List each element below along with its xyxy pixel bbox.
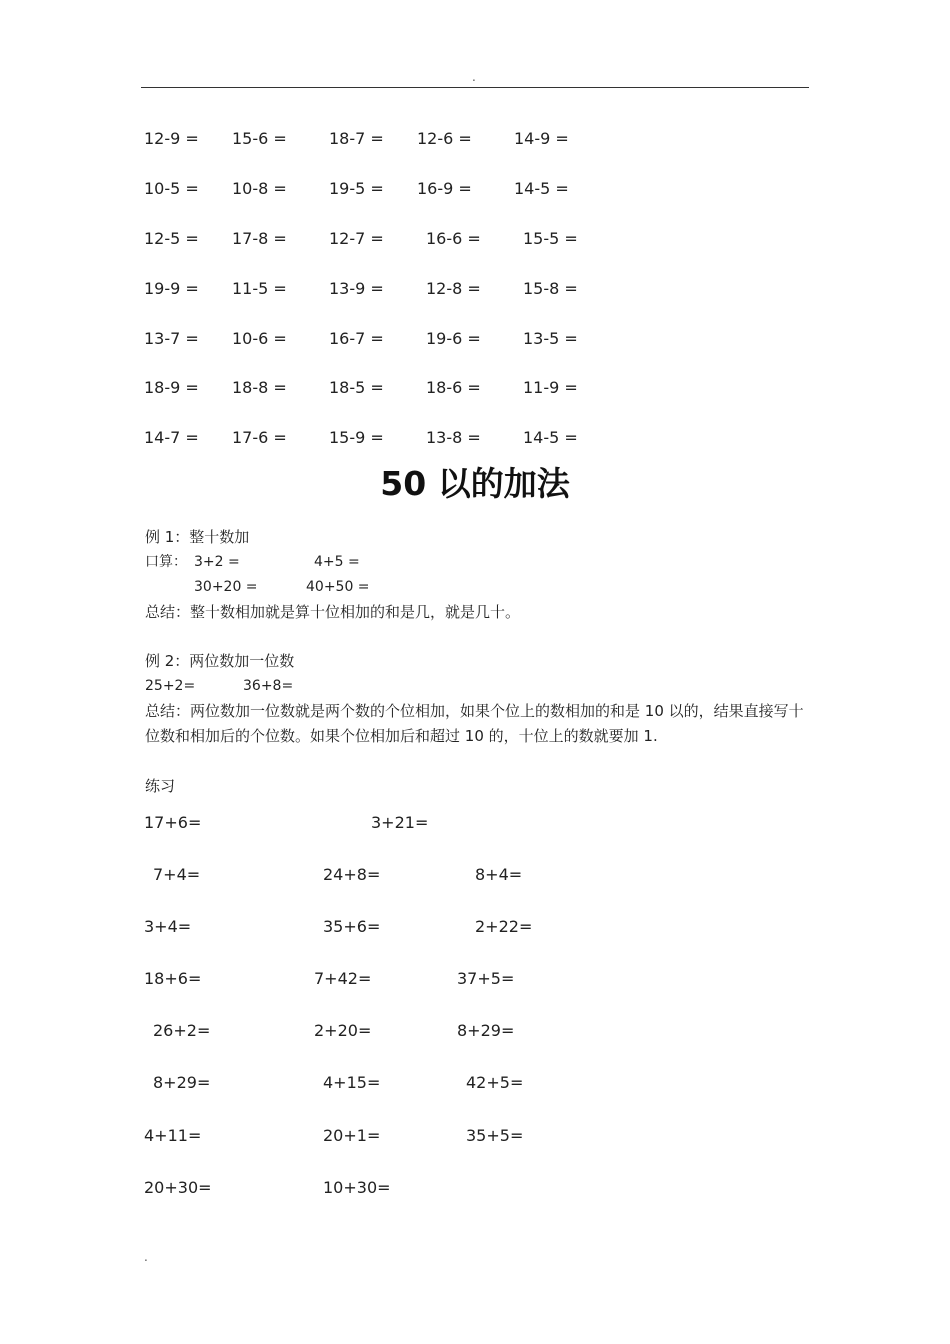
subtraction-item: 14-9 = — [514, 129, 569, 148]
example1-eq: 30+20 = — [194, 579, 258, 595]
practice-item: 10+30= — [323, 1178, 391, 1197]
subtraction-item: 17-6 = — [232, 428, 287, 447]
example2-heading: 例 2：两位数加一位数 — [145, 652, 295, 670]
subtraction-item: 19-6 = — [426, 329, 481, 348]
subtraction-item: 12-8 = — [426, 279, 481, 298]
practice-item: 4+15= — [323, 1073, 381, 1092]
example1-summary: 总结：整十数相加就是算十位相加的和是几，就是几十。 — [145, 603, 521, 621]
subtraction-item: 15-8 = — [523, 279, 578, 298]
subtraction-item: 16-6 = — [426, 229, 481, 248]
example1-heading: 例 1：整十数加 — [145, 528, 250, 546]
practice-item: 7+4= — [153, 865, 201, 884]
practice-heading: 练习 — [145, 777, 176, 795]
practice-item: 3+21= — [371, 813, 429, 832]
example1-eq: 4+5 = — [314, 554, 360, 570]
subtraction-item: 10-8 = — [232, 179, 287, 198]
example2-summary: 总结：两位数加一位数就是两个数的个位相加，如果个位上的数相加的和是 10 以的，结果直接写十位数和相加后的个位数。如果个位相加后和超过 10 的，十位上的数就要加 1. — [145, 702, 804, 745]
header-mark: . — [472, 70, 476, 84]
practice-item: 42+5= — [466, 1073, 524, 1092]
practice-item: 4+11= — [144, 1126, 202, 1145]
example2-eq: 25+2= — [145, 678, 196, 694]
subtraction-item: 18-6 = — [426, 378, 481, 397]
subtraction-item: 12-9 = — [144, 129, 199, 148]
subtraction-item: 11-9 = — [523, 378, 578, 397]
example1-eq: 3+2 = — [194, 554, 240, 570]
practice-item: 24+8= — [323, 865, 381, 884]
subtraction-item: 18-9 = — [144, 378, 199, 397]
subtraction-item: 13-7 = — [144, 329, 199, 348]
practice-item: 8+29= — [153, 1073, 211, 1092]
subtraction-item: 11-5 = — [232, 279, 287, 298]
subtraction-item: 10-5 = — [144, 179, 199, 198]
subtraction-item: 12-7 = — [329, 229, 384, 248]
subtraction-item: 12-6 = — [417, 129, 472, 148]
subtraction-item: 14-5 = — [523, 428, 578, 447]
practice-item: 18+6= — [144, 969, 202, 988]
practice-item: 2+20= — [314, 1021, 372, 1040]
subtraction-item: 13-5 = — [523, 329, 578, 348]
subtraction-item: 16-9 = — [417, 179, 472, 198]
header-rule — [141, 87, 809, 88]
practice-item: 7+42= — [314, 969, 372, 988]
practice-item: 20+30= — [144, 1178, 212, 1197]
example2-eq: 36+8= — [243, 678, 294, 694]
example1-eq: 40+50 = — [306, 579, 370, 595]
practice-item: 17+6= — [144, 813, 202, 832]
example1-oral-label: 口算： — [145, 554, 187, 570]
subtraction-item: 15-5 = — [523, 229, 578, 248]
practice-item: 3+4= — [144, 917, 192, 936]
subtraction-item: 15-9 = — [329, 428, 384, 447]
subtraction-item: 19-9 = — [144, 279, 199, 298]
subtraction-item: 12-5 = — [144, 229, 199, 248]
practice-item: 26+2= — [153, 1021, 211, 1040]
subtraction-item: 14-5 = — [514, 179, 569, 198]
footer-mark: . — [144, 1250, 148, 1264]
subtraction-item: 13-9 = — [329, 279, 384, 298]
subtraction-item: 17-8 = — [232, 229, 287, 248]
subtraction-item: 18-7 = — [329, 129, 384, 148]
practice-item: 2+22= — [475, 917, 533, 936]
subtraction-item: 15-6 = — [232, 129, 287, 148]
subtraction-item: 19-5 = — [329, 179, 384, 198]
subtraction-item: 18-8 = — [232, 378, 287, 397]
practice-item: 35+5= — [466, 1126, 524, 1145]
subtraction-item: 14-7 = — [144, 428, 199, 447]
subtraction-item: 16-7 = — [329, 329, 384, 348]
subtraction-item: 18-5 = — [329, 378, 384, 397]
section-title: 50 以的加法 — [380, 464, 570, 503]
practice-item: 8+4= — [475, 865, 523, 884]
practice-item: 37+5= — [457, 969, 515, 988]
practice-item: 8+29= — [457, 1021, 515, 1040]
subtraction-item: 13-8 = — [426, 428, 481, 447]
practice-item: 35+6= — [323, 917, 381, 936]
subtraction-item: 10-6 = — [232, 329, 287, 348]
practice-item: 20+1= — [323, 1126, 381, 1145]
